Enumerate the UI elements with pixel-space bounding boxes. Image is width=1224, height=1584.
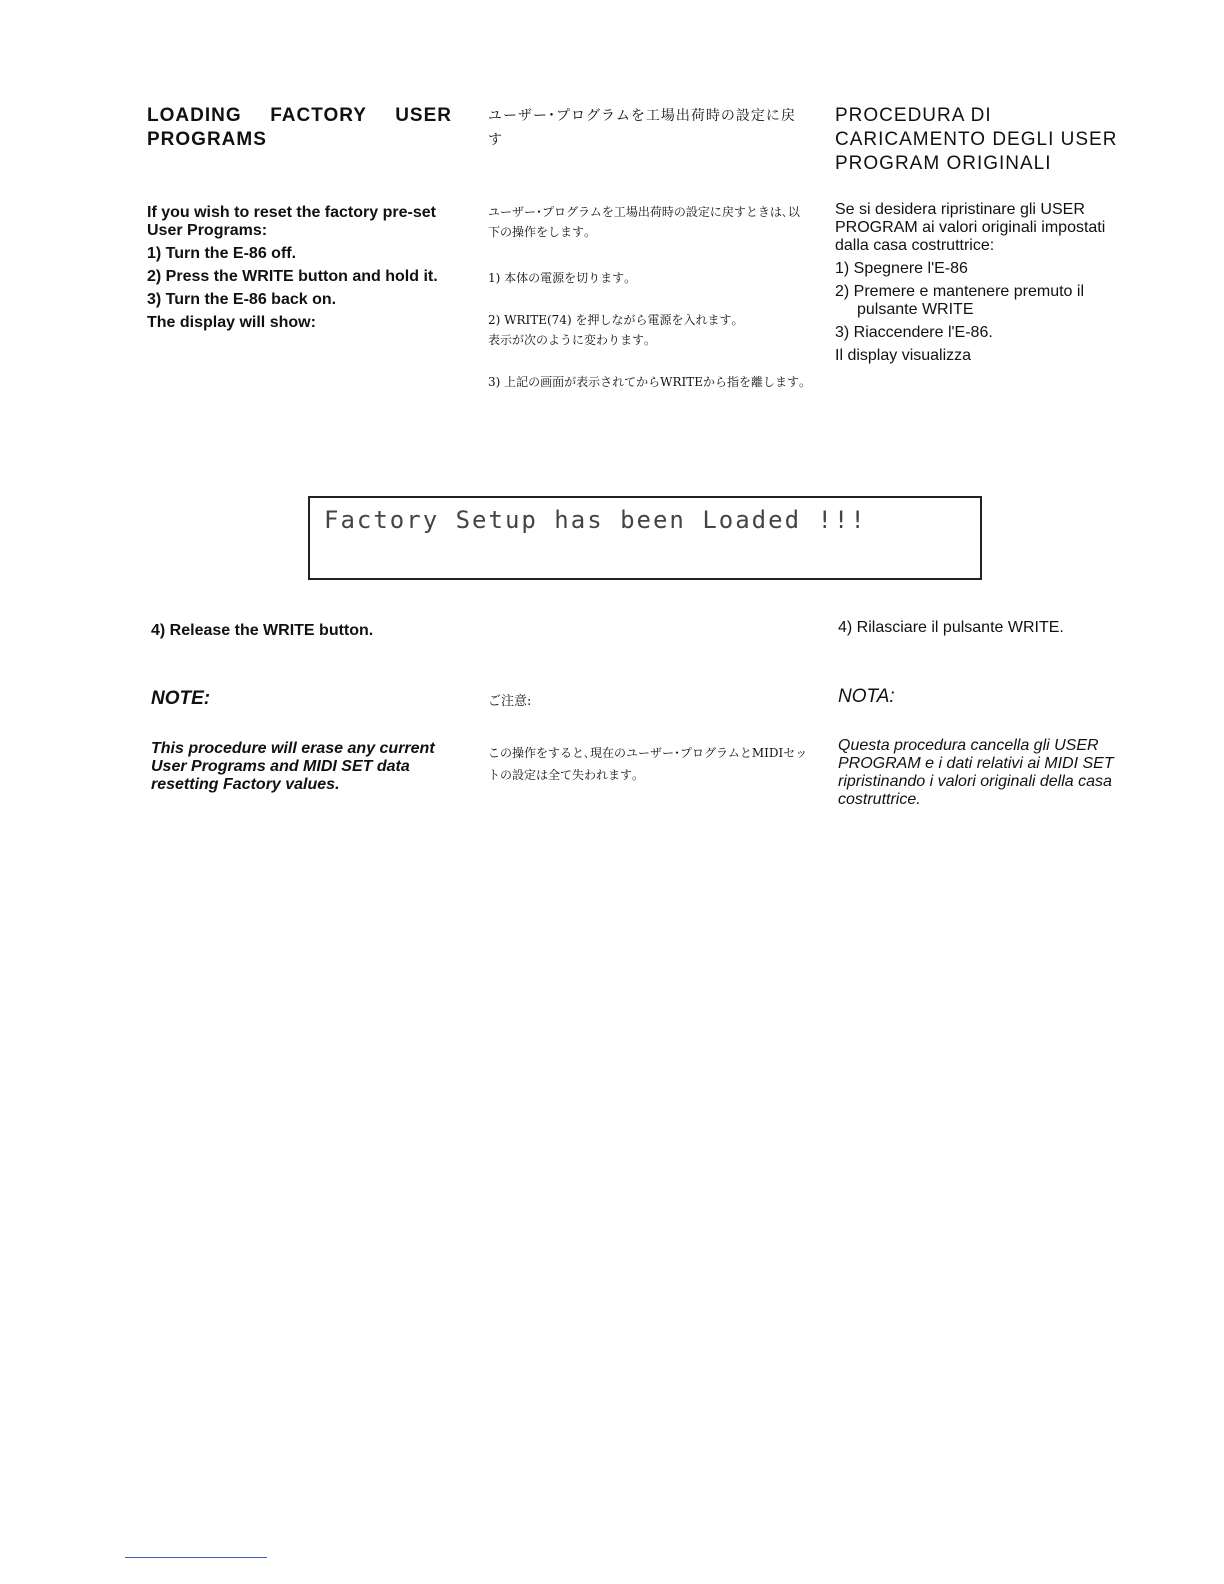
japanese-step-1: 1) 本体の電源を切ります｡	[488, 271, 631, 285]
english-step-3: 3) Turn the E-86 back on.	[147, 291, 337, 308]
italian-title: PROCEDURA DI CARICAMENTO DEGLI USER PROGRAM ORIGINALI	[835, 105, 1118, 174]
italian-instructions	[835, 201, 1140, 370]
english-step-2: 2) Press the WRITE button and hold it.	[147, 268, 438, 285]
italian-step-4: 4) Rilasciare il pulsante WRITE.	[838, 619, 1064, 636]
japanese-instructions	[488, 202, 808, 392]
italian-step-1: 1) Spegnere l'E-86	[835, 260, 968, 277]
italian-note-text: Questa procedura cancella gli USER PROGRAM e i dati relativi ai MIDI SET ripristinando i valori originali della casa costruttrice.	[838, 737, 1114, 808]
italian-step-3: 3) Riaccendere l'E-86.	[835, 324, 993, 341]
italian-step-2: 2) Premere e mantenere premuto il pulsante WRITE	[835, 283, 1084, 318]
lcd-message: Factory Setup has been Loaded !!!	[324, 506, 867, 534]
japanese-intro: ユーザー･プログラムを工場出荷時の設定に戻すときは､以下の操作をします｡	[488, 205, 800, 239]
english-instructions	[147, 204, 452, 337]
japanese-note-heading: ご注意:	[488, 694, 532, 709]
english-step-1: 1) Turn the E-86 off.	[147, 245, 297, 262]
italian-intro: Se si desidera ripristinare gli USER PROGRAM ai valori originali impostati dalla casa costruttrice:	[835, 201, 1106, 254]
japanese-step-2-result: 表示が次のように変わります｡	[488, 333, 651, 347]
italian-note-heading: NOTA:	[838, 686, 895, 707]
lcd-display	[308, 496, 982, 580]
japanese-title: ユーザー･プログラムを工場出荷時の設定に戻す	[488, 108, 796, 148]
english-step-4: 4) Release the WRITE button.	[151, 622, 374, 639]
japanese-step-2: 2) WRITE(74) を押しながら電源を入れます｡	[488, 313, 738, 327]
english-note-text: This procedure will erase any current User Programs and MIDI SET data resetting Factory values.	[151, 740, 435, 793]
japanese-note-text: この操作をすると､現在のユーザー･プログラムとMIDIセットの設定は全て失われます｡	[488, 746, 808, 782]
english-intro: If you wish to reset the factory pre-set User Programs:	[147, 204, 436, 239]
italian-display-note: Il display visualizza	[835, 347, 972, 364]
english-note-heading: NOTE:	[151, 688, 211, 709]
english-display-note: The display will show:	[147, 314, 316, 331]
footer-rule	[125, 1557, 267, 1558]
english-title: LOADING FACTORY USER PROGRAMS	[147, 105, 452, 150]
japanese-step-3: 3) 上記の画面が表示されてからWRITEから指を離します｡	[488, 375, 806, 389]
